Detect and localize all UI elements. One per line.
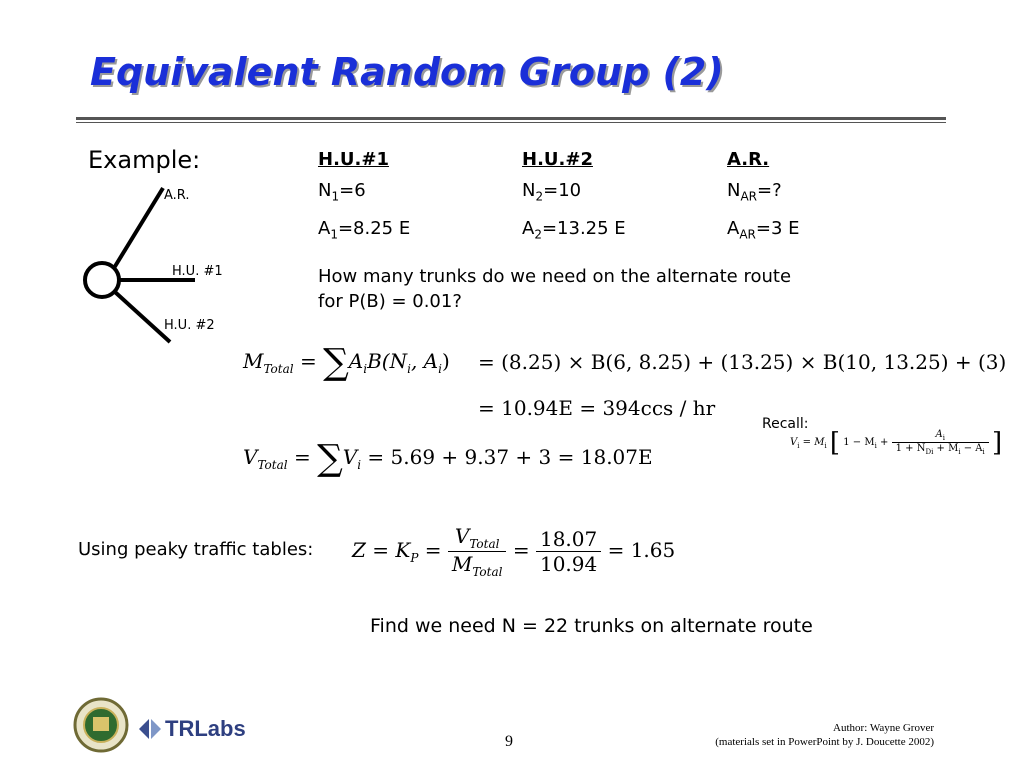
slide-title: Equivalent Random Group (2): [90, 50, 724, 94]
ar-label: A.R.: [164, 188, 190, 203]
university-seal-logo: [72, 697, 130, 753]
equation-variance: $V_{Total} = \sum V_i = 5.69 + 9.37 + 3 = 18.07E$: [243, 438, 653, 479]
network-diagram: [70, 180, 250, 350]
ar-link: [114, 188, 163, 268]
recall-label: Recall:: [762, 416, 809, 432]
title-rule: [76, 117, 946, 120]
column-n: $N_2=10$: [522, 180, 582, 204]
trlabs-logo: TRLabs: [137, 716, 246, 742]
example-label: Example:: [88, 146, 201, 174]
column-a: $A_1=8.25$ E: [318, 217, 411, 242]
column-header: A.R.: [727, 149, 770, 170]
hu2-label: H.U. #2: [164, 318, 215, 333]
column-n: $N_1=6$: [318, 180, 366, 204]
recall-formula: $V_i = M_i$ [ $1 - M_i$ + $\frac{A_i}{1 + N_{Di} + M_i - A_i}$ ]: [790, 428, 1003, 458]
column-a: $A_2=13.25$ E: [522, 217, 626, 242]
page-number: 9: [505, 733, 513, 750]
peaky-label: Using peaky traffic tables:: [78, 539, 314, 560]
question-text: How many trunks do we need on the alternate route for P(B) = 0.01?: [318, 266, 792, 312]
column-header: H.U.#2: [522, 149, 593, 170]
sum-symbol: ∑: [317, 438, 343, 479]
equation-mean-result: = 10.94E = 394ccs / hr: [478, 396, 716, 420]
title-rule-thin: [76, 122, 946, 123]
equation-mean: $M_{Total} = \sum A_iB(N_i$, $A_i$): [243, 342, 450, 383]
peakedness-equation: $Z = K_P$ = $\frac{V_{Total}}{M_{Total}}$ = $\frac{18.07}{10.94}$ = 1.65: [352, 524, 676, 579]
switch-node: [85, 263, 119, 297]
author-credit: Author: Wayne Grover (materials set in PowerPoint by J. Doucette 2002): [715, 722, 934, 748]
trlabs-mark-icon: [137, 716, 163, 742]
column-header: H.U.#1: [318, 149, 389, 170]
column-a: $A_{AR}=3$ E: [727, 217, 800, 242]
column-hu2: [522, 144, 626, 250]
column-ar: [727, 144, 800, 250]
hu2-link: [115, 292, 170, 342]
sum-symbol: ∑: [323, 342, 349, 383]
hu1-label: H.U. #1: [172, 264, 223, 279]
equation-mean-expansion: = (8.25) × B(6, 8.25) + (13.25) × B(10, 13.25) + (3): [478, 350, 1007, 374]
column-hu1: [318, 144, 410, 250]
column-n: $N_{AR}=$?: [727, 180, 782, 204]
conclusion-text: Find we need N = 22 trunks on alternate route: [370, 615, 813, 637]
